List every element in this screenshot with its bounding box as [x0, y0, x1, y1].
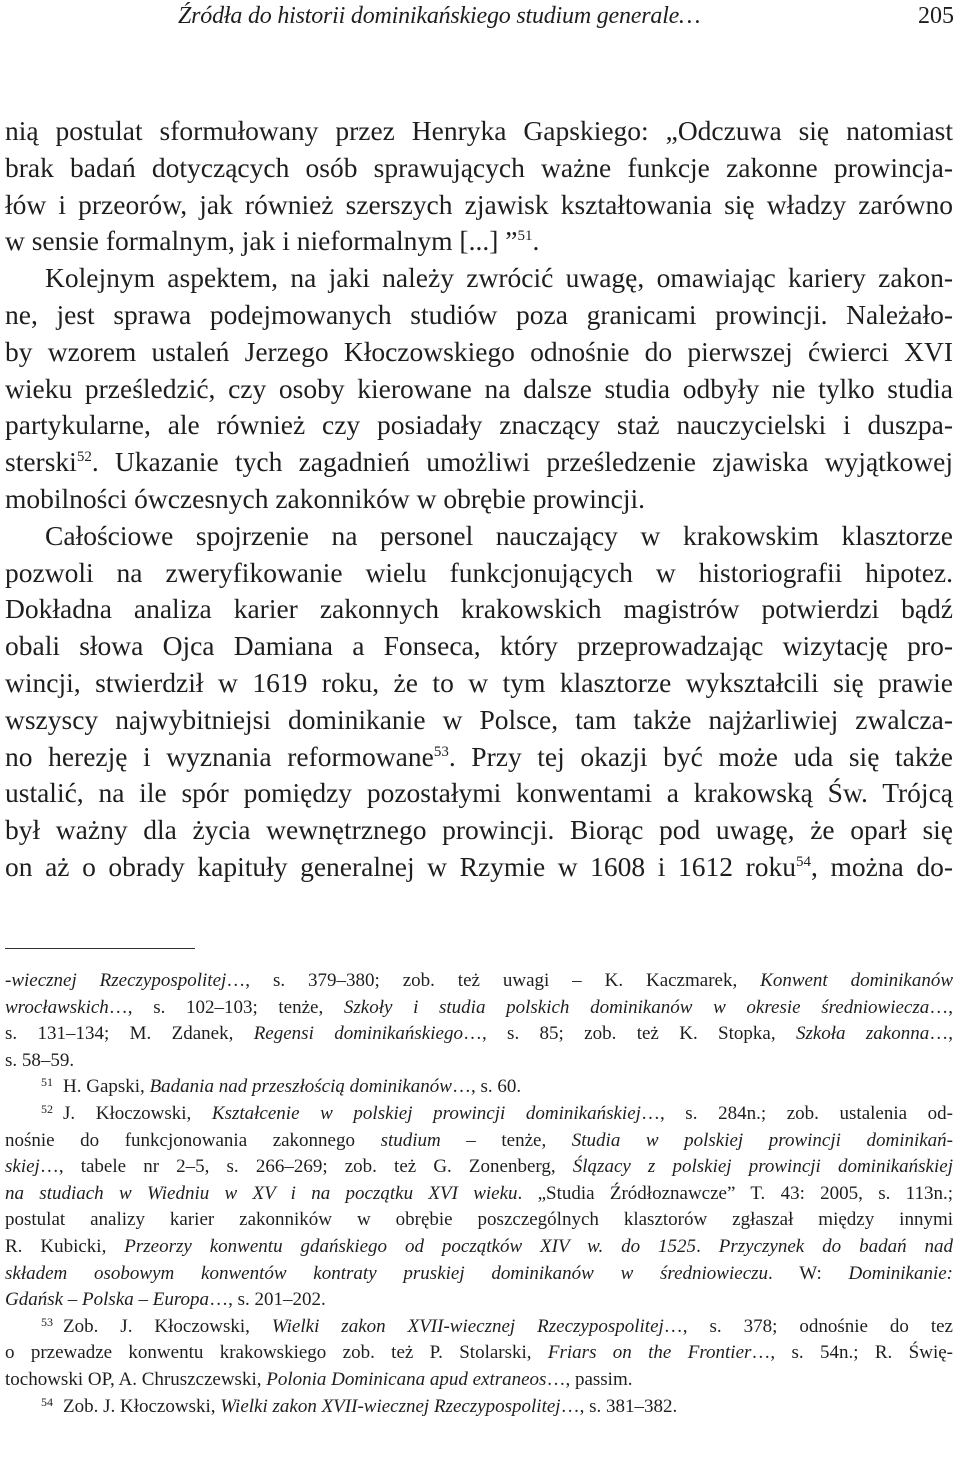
footnote-number: 51 — [41, 1075, 53, 1090]
footnote-ref: 51 — [517, 228, 533, 245]
italic-title: Polonia Dominicana apud extraneos — [266, 1368, 547, 1390]
italic-title: Friars on the Frontier — [547, 1342, 752, 1364]
footnote-ref: 53 — [433, 743, 449, 760]
text-line: wieku prześledzić, czy osoby kierowane na dalsze studia odbyły nie tylko studia — [5, 372, 953, 404]
italic-title: Kształcenie w polskiej prowincji dominikańskiej — [211, 1102, 641, 1124]
text-line: by wzorem ustaleń Jerzego Kłoczowskiego odnośnie do pierwszej ćwierci XVI — [5, 335, 953, 367]
text-segment: - — [5, 970, 12, 991]
text-line: był ważny dla życia wewnętrznego prowincji. Biorąc pod uwagę, że oparł się — [5, 814, 953, 846]
italic-title: Szkoła zakonna — [795, 1023, 930, 1045]
footnote-line — [5, 1181, 953, 1208]
footnote-line — [5, 1367, 953, 1394]
footnote-line — [5, 968, 953, 995]
italic-title: Studia w polskiej prowincji dominikań- — [571, 1129, 954, 1151]
text-segment: …, s. 102–103; tenże, — [108, 996, 344, 1018]
text-segment: on aż o obrady kapituły generalnej w Rzymie w 1608 i 1612 roku — [5, 850, 796, 882]
text-line: ustalić, na ile spór pomiędzy pozostałymi konwentami a krakowską Św. Trójcą — [5, 777, 953, 809]
text-segment: no herezję i wyznania reformowane — [5, 740, 434, 772]
text-line: partykularne, ale również czy posiadały znaczący staż nauczycielski i duszpa- — [5, 409, 953, 441]
footnote-line — [5, 1394, 953, 1421]
footnote-line — [5, 1234, 953, 1261]
italic-title: na studiach w Wiedniu w XV i na początku XVI wieku — [5, 1182, 518, 1204]
footnote-line — [5, 1314, 953, 1341]
italic-title: Przyczynek do badań nad — [718, 1235, 954, 1257]
text-line — [5, 739, 953, 776]
italic-title: wiecznej Rzeczypospolitej — [11, 970, 227, 991]
footnote-ref: 54 — [795, 853, 811, 870]
text-line: Całościowe spojrzenie na personel nauczający w krakowskim klasztorze — [45, 519, 953, 551]
text-line: Dokładna analiza karier zakonnych krakowskich magistrów potwierdzi bądź — [5, 593, 953, 625]
footnote-line — [5, 1261, 953, 1288]
text-line: obali słowa Ojca Damiana a Fonseca, który przeprowadzając wizytację pro- — [5, 630, 953, 662]
text-segment: sterski — [5, 446, 77, 478]
text-segment: …, s. 85; zob. też K. Stopka, — [462, 1023, 796, 1045]
italic-title: Badania nad przeszłością dominikanów — [149, 1076, 452, 1098]
footnote-line — [5, 1101, 953, 1128]
text-segment: w sensie formalnym, jak i nieformalnym [...] ” — [5, 225, 518, 257]
footnote-number: 54 — [41, 1394, 53, 1409]
italic-title: Przeorzy konwentu gdańskiego od początków XIV w. do 1525 — [124, 1235, 697, 1257]
italic-title: Wielki zakon XVII-wiecznej Rzeczypospolitej — [220, 1395, 561, 1417]
text-line: pozwoli na zweryfikowanie wielu funkcjonujących w historiografii hipotez. — [5, 556, 953, 588]
italic-title: studium — [380, 1129, 441, 1151]
text-line: nią postulat sformułowany przez Henryka Gapskiego: „Odczuwa się natomiast — [5, 115, 953, 146]
main-text — [5, 113, 953, 886]
footnote-line — [5, 1021, 953, 1048]
text-line — [5, 223, 953, 260]
footnote-number: 52 — [41, 1101, 53, 1116]
text-segment: s. 58–59. — [5, 1049, 75, 1071]
page-number: 205 — [918, 3, 954, 29]
text-line: brak badań dotyczących osób sprawujących ważne funkcje zakonne prowincja- — [5, 151, 953, 183]
text-segment: nośnie do funkcjonowania zakonnego — [5, 1129, 381, 1151]
text-segment: …, — [929, 996, 953, 1018]
italic-title: Dominikanie: — [848, 1262, 953, 1284]
italic-title: wrocławskich — [5, 996, 109, 1018]
footnote-line — [5, 1340, 953, 1367]
text-segment: …, s. 284n.; zob. ustalenia od- — [640, 1102, 954, 1124]
footnotes — [5, 968, 953, 1420]
text-line — [5, 444, 953, 481]
text-line: Kolejnym aspektem, na jaki należy zwrócić uwagę, omawiając kariery zakon- — [45, 262, 953, 294]
italic-title: Wielki zakon XVII-wiecznej Rzeczypospolitej — [271, 1315, 664, 1337]
footnote-line — [5, 1048, 953, 1075]
text-segment: H. Gapski, — [63, 1076, 150, 1098]
italic-title: skiej — [5, 1156, 40, 1178]
text-segment: – tenże, — [440, 1129, 572, 1151]
text-segment: …, — [929, 1023, 953, 1045]
footnote-line — [5, 995, 953, 1022]
text-segment: …, s. 60. — [451, 1076, 522, 1098]
text-line: ne, jest sprawa podejmowanych studiów poza granicami prowincji. Należało- — [5, 298, 953, 330]
text-line — [5, 849, 953, 886]
footnote-line — [5, 1074, 953, 1101]
text-line: łów i przeorów, jak również szerszych zjawisk kształtowania się władzy zarówno — [5, 188, 953, 220]
footnote-ref: 52 — [76, 449, 92, 466]
text-segment: . „Studia Źródłoznawcze” T. 43: 2005, s. 113n.; — [517, 1182, 953, 1204]
footnote-separator — [5, 948, 195, 949]
footnote-line — [5, 1287, 953, 1314]
running-title: Źródła do historii dominikańskiego studium generale… — [178, 3, 701, 29]
text-segment: R. Kubicki, — [5, 1235, 125, 1257]
footnote-line — [5, 1128, 953, 1155]
italic-title: Szkoły i studia polskich dominikanów w okresie średniowiecza — [343, 996, 930, 1018]
footnote-line — [5, 1154, 953, 1181]
text-segment: Zob. J. Kłoczowski, — [63, 1395, 221, 1417]
text-segment: J. Kłoczowski, — [63, 1102, 212, 1124]
text-segment: s. 131–134; M. Zdanek, — [5, 1023, 254, 1045]
italic-title: Gdańsk – Polska – Europa — [5, 1289, 210, 1311]
running-header — [0, 0, 960, 40]
italic-title: Regensi dominikańskiego — [253, 1023, 463, 1045]
text-segment: o przewadze konwentu krakowskiego zob. też P. Stolarski, — [5, 1342, 548, 1364]
text-segment: . — [532, 225, 540, 257]
text-segment: …, s. 379–380; zob. też uwagi – K. Kaczmarek, — [226, 970, 761, 991]
text-segment: …, tabele nr 2–5, s. 266–269; zob. też G. Zonenberg, — [39, 1156, 573, 1178]
text-segment: …, s. 54n.; R. Świę- — [751, 1342, 953, 1364]
text-segment: . — [696, 1235, 719, 1257]
text-segment: …, s. 381–382. — [560, 1395, 678, 1417]
italic-title: składem osobowym konwentów kontraty pruskiej dominikanów w średniowieczu — [5, 1262, 769, 1284]
italic-title: Konwent dominikanów — [760, 970, 953, 991]
text-segment: . Ukazanie tych zagadnień umożliwi prześledzenie zjawiska wyjątkowej — [91, 446, 953, 478]
text-line: wszyscy najwybitniejsi dominikanie w Polsce, tam także najżarliwiej zwalcza- — [5, 703, 953, 735]
text-segment: …, passim. — [546, 1368, 633, 1390]
text-segment: postulat analizy karier zakonników w obrębie poszczególnych klasztorów zgłaszał między innymi — [5, 1209, 953, 1231]
text-segment: , można do- — [810, 850, 953, 882]
text-segment: …, s. 378; odnośnie do tez — [663, 1315, 953, 1337]
text-line: mobilności ówczesnych zakonników w obrębie prowincji. — [5, 482, 645, 514]
italic-title: Ślązacy z polskiej prowincji dominikańskiej — [572, 1156, 953, 1178]
footnote-number: 53 — [41, 1314, 53, 1329]
footnote-line — [5, 1207, 953, 1234]
text-segment: . W: — [768, 1262, 849, 1284]
text-segment: Zob. J. Kłoczowski, — [63, 1315, 272, 1337]
text-segment: . Przy tej okazji być może uda się także — [448, 740, 953, 772]
text-line: wincji, stwierdził w 1619 roku, że to w tym klasztorze wykształcili się prawie — [5, 666, 953, 698]
text-segment: tochowski OP, A. Chruszczewski, — [5, 1368, 267, 1390]
text-segment: …, s. 201–202. — [209, 1289, 326, 1311]
